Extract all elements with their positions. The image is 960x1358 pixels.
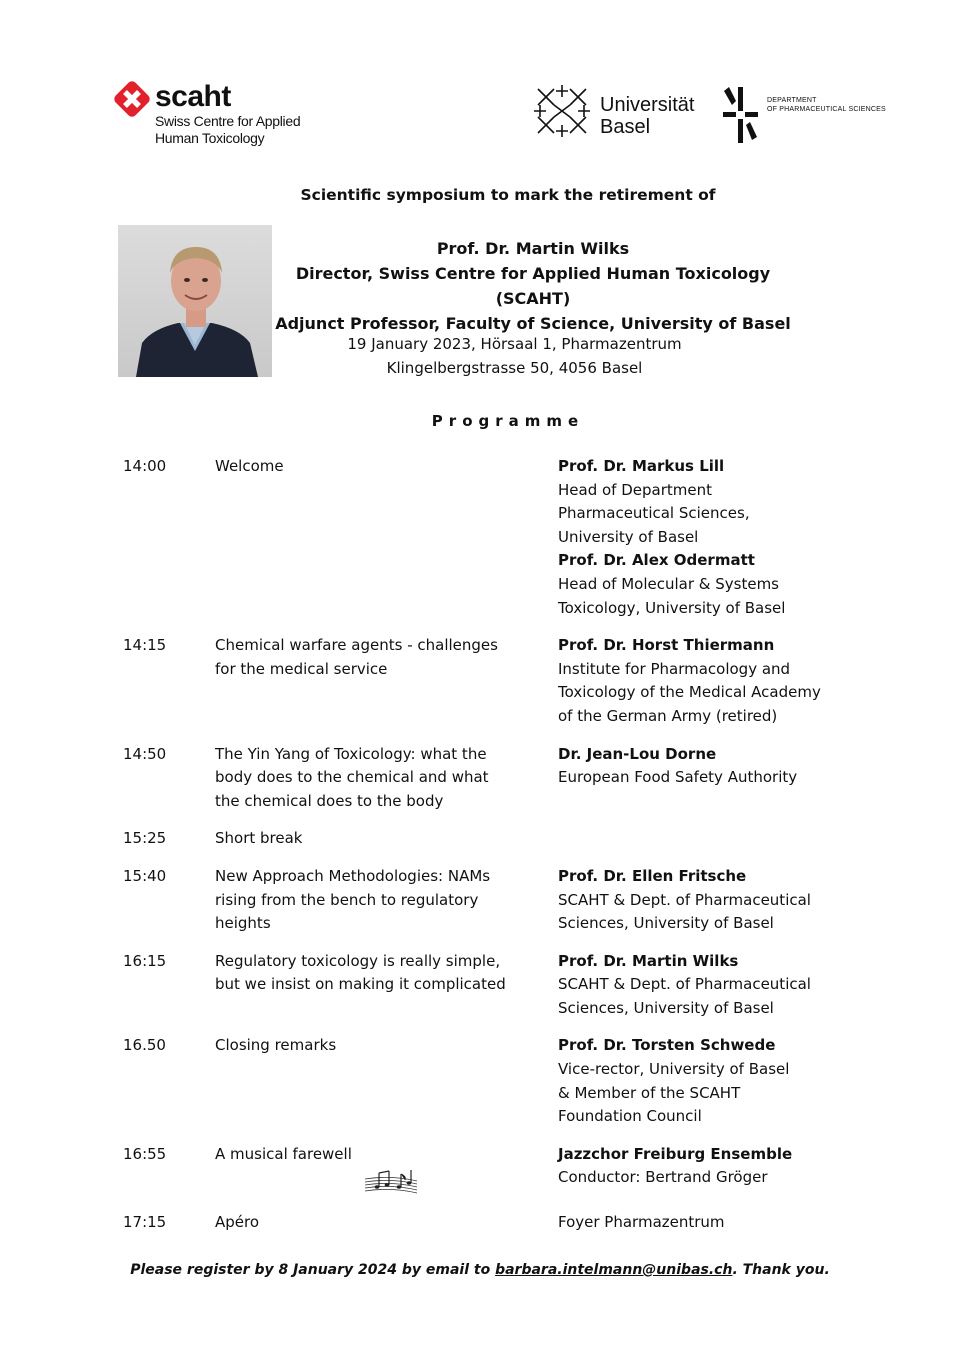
programme-heading: Programme — [431, 412, 585, 430]
speaker-name: Prof. Dr. Torsten Schwede — [558, 1036, 776, 1055]
session-title — [215, 1143, 558, 1198]
symposium-title: Scientific symposium to mark the retirement of — [300, 186, 716, 204]
speaker-affiliation: Head of Department Pharmaceutical Sciences, University of Basel — [558, 480, 750, 546]
speaker-affiliation: SCAHT & Dept. of Pharmaceutical Sciences, University of Basel — [558, 890, 811, 933]
speaker-affiliation: Foyer Pharmazentrum — [558, 1213, 725, 1232]
session-title: Welcome — [215, 457, 284, 475]
honoree-role-1: Director, Swiss Centre for Applied Human Toxicology (SCAHT) — [295, 264, 771, 308]
honoree-role-2: Adjunct Professor, Faculty of Science, University of Basel — [275, 314, 791, 333]
programme-row — [123, 634, 863, 728]
session-time: 16.50 — [123, 1036, 166, 1055]
scaht-wordmark: scaht — [155, 80, 231, 113]
speaker-name: Prof. Dr. Alex Odermatt — [558, 551, 755, 570]
session-title: Regulatory toxicology is really simple, but we insist on making it complicated — [215, 951, 506, 994]
honoree-portrait-photo — [118, 225, 272, 377]
honoree-name: Prof. Dr. Martin Wilks — [436, 239, 630, 258]
programme-row — [123, 455, 863, 620]
session-time: 14:15 — [123, 636, 167, 655]
speaker-affiliation: SCAHT & Dept. of Pharmaceutical Sciences, University of Basel — [558, 975, 811, 1017]
speaker-affiliation: Institute for Pharmacology and Toxicology of the Medical Academy of the German Army (retired) — [558, 659, 821, 725]
session-title: Closing remarks — [215, 1036, 337, 1055]
session-time: 14:50 — [123, 744, 167, 763]
programme-row — [123, 1211, 863, 1235]
programme-row — [123, 1034, 863, 1128]
honoree-block — [273, 236, 793, 336]
unibas-emblem-icon — [532, 83, 592, 139]
programme-row — [123, 865, 863, 936]
scaht-subtitle: Swiss Centre for Applied Human Toxicology — [155, 113, 301, 146]
session-title: The Yin Yang of Toxicology: what the body does to the chemical and what the chemical does to the body — [215, 744, 489, 810]
session-time: 16:55 — [123, 1144, 167, 1163]
speaker-affiliation: Conductor: Bertrand Gröger — [558, 1168, 768, 1187]
programme-row — [123, 1143, 863, 1198]
speaker-name: Prof. Dr. Martin Wilks — [558, 951, 739, 970]
session-title: Chemical warfare agents - challenges for the medical service — [215, 636, 498, 678]
session-time: 15:40 — [123, 866, 167, 885]
session-time: 17:15 — [123, 1213, 167, 1232]
programme-row — [123, 743, 863, 814]
speaker-name: Prof. Dr. Horst Thiermann — [558, 636, 775, 655]
session-title: New Approach Methodologies: NAMs rising from the bench to regulatory heights — [215, 866, 491, 933]
session-title: Short break — [215, 829, 303, 848]
event-address: Klingelbergstrasse 50, 4056 Basel — [386, 359, 643, 377]
session-time: 15:25 — [123, 829, 167, 848]
session-speakers — [558, 1211, 863, 1235]
music-notes-icon — [363, 1167, 419, 1197]
programme-table — [123, 455, 863, 1235]
session-time: 14:00 — [123, 457, 167, 475]
department-emblem-icon — [720, 85, 760, 145]
registration-note: Please register by 8 January 2024 by email to barbara.intelmann@unibas.ch. Thank you. — [130, 1262, 830, 1278]
department-name: DEPARTMENT OF PHARMACEUTICAL SCIENCES — [767, 97, 886, 113]
event-info — [273, 332, 756, 380]
session-speakers — [558, 455, 863, 620]
speaker-name: Prof. Dr. Ellen Fritsche — [558, 866, 747, 885]
speaker-affiliation: Vice-rector, University of Basel & Member of the SCAHT Foundation Council — [558, 1060, 790, 1126]
session-speakers — [558, 634, 863, 728]
session-speakers — [558, 865, 863, 936]
speaker-affiliation: Head of Molecular & Systems Toxicology, University of Basel — [558, 574, 786, 617]
speaker-name: Jazzchor Freiburg Ensemble — [558, 1144, 793, 1163]
session-title-text: A musical farewell — [215, 1144, 352, 1163]
session-speakers — [558, 1143, 863, 1198]
programme-row — [123, 827, 863, 851]
speaker-name: Prof. Dr. Markus Lill — [558, 457, 725, 475]
session-speakers — [558, 743, 863, 814]
session-title: Apéro — [215, 1213, 260, 1232]
programme-row — [123, 950, 863, 1021]
registration-email-link[interactable]: barbara.intelmann@unibas.ch — [495, 1262, 733, 1278]
session-speakers — [558, 1034, 863, 1128]
session-speakers — [558, 950, 863, 1021]
scaht-cross-logo-icon — [112, 79, 152, 119]
unibas-wordmark: Universität Basel — [600, 94, 695, 138]
session-time: 16:15 — [123, 951, 167, 970]
event-date-venue: 19 January 2023, Hörsaal 1, Pharmazentrum — [347, 335, 682, 353]
speaker-name: Dr. Jean-Lou Dorne — [558, 744, 717, 763]
speaker-affiliation: European Food Safety Authority — [558, 768, 798, 787]
session-speakers — [558, 827, 863, 851]
